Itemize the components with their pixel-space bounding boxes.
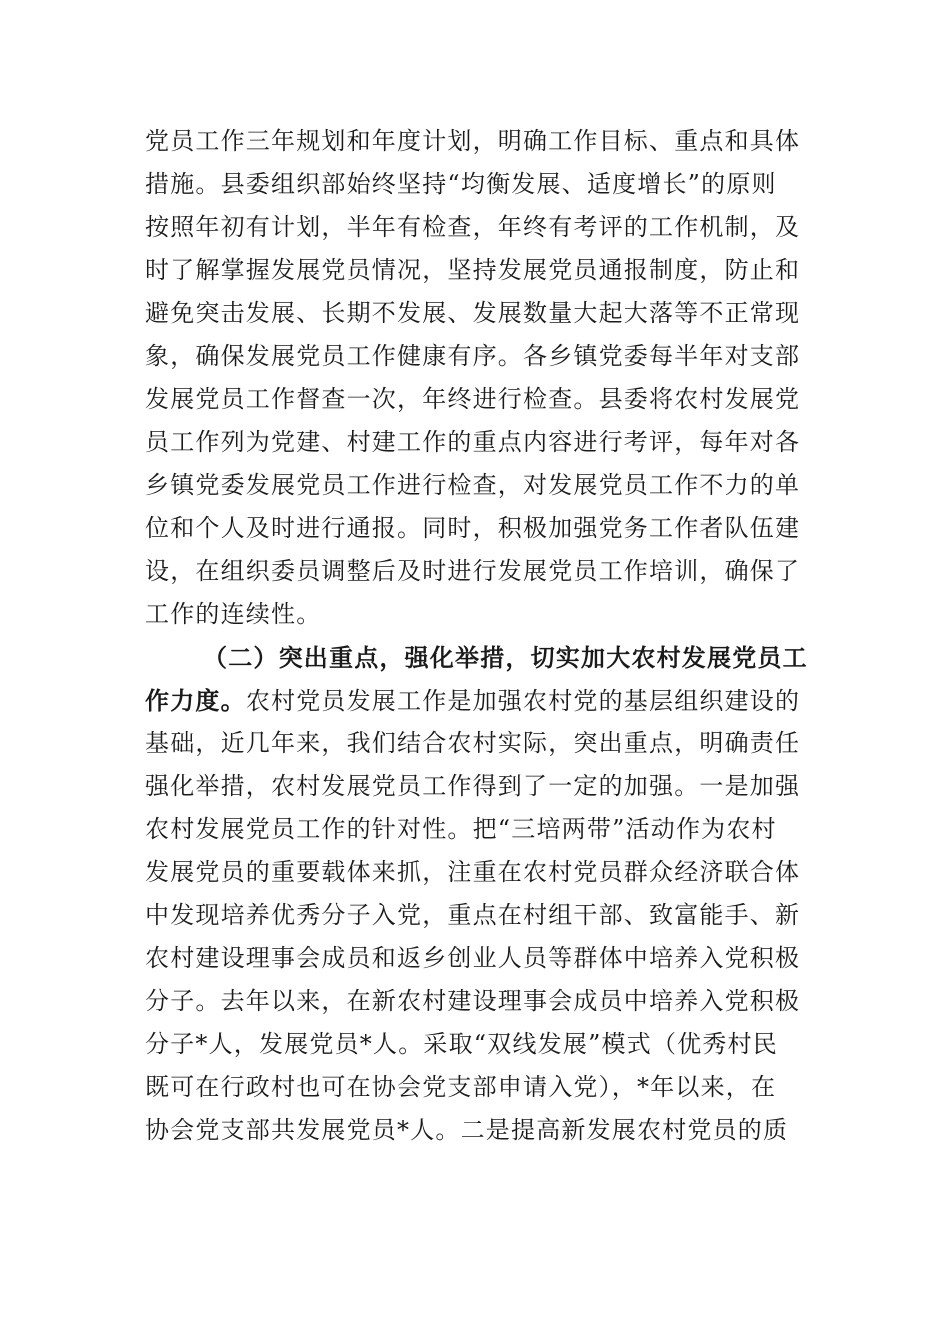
text-line: 工作的连续性。	[145, 600, 322, 628]
text-line: 中发现培养优秀分子入党，重点在村组干部、致富能手、新	[145, 901, 801, 929]
text-line: 农村建设理事会成员和返乡创业人员等群体中培养入党积极	[145, 944, 801, 972]
text-line: 协会党支部共发展党员*人。二是提高新发展农村党员的质	[145, 1116, 789, 1144]
text-line: 措施。县委组织部始终坚持“均衡发展、适度增长”的原则	[145, 170, 777, 198]
paragraph-start: 农村党员发展工作是加强农村党的基层组织建设的	[245, 687, 801, 715]
text-line: 乡镇党委发展党员工作进行检查，对发展党员工作不力的单	[145, 471, 801, 499]
section-heading: （二）突出重点，强化举措，切实加大农村发展党员工	[203, 643, 808, 672]
text-line: 强化举措，农村发展党员工作得到了一定的加强。一是加强	[145, 772, 801, 800]
text-line: 发展党员工作督查一次，年终进行检查。县委将农村发展党	[145, 385, 801, 413]
text-line: 分子。去年以来，在新农村建设理事会成员中培养入党积极	[145, 987, 801, 1015]
text-line: 设，在组织委员调整后及时进行发展党员工作培训，确保了	[145, 557, 801, 585]
section-heading-continued	[145, 679, 810, 722]
text-line: 农村发展党员工作的针对性。把“三培两带”活动作为农村	[145, 815, 777, 843]
text-line: 基础，近几年来，我们结合农村实际，突出重点，明确责任	[145, 729, 801, 757]
text-line: 党员工作三年规划和年度计划，明确工作目标、重点和具体	[145, 127, 801, 155]
document-body	[145, 120, 810, 1152]
text-line: 发展党员的重要载体来抓，注重在农村党员群众经济联合体	[145, 858, 801, 886]
section-heading-tail: 作力度。	[145, 686, 246, 715]
text-line: 时了解掌握发展党员情况，坚持发展党员通报制度，防止和	[145, 256, 801, 284]
text-line: 既可在行政村也可在协会党支部申请入党），*年以来，在	[145, 1073, 777, 1101]
text-line: 员工作列为党建、村建工作的重点内容进行考评，每年对各	[145, 428, 801, 456]
text-line: 按照年初有计划，半年有检查，年终有考评的工作机制，及	[145, 213, 801, 241]
text-line: 避免突击发展、长期不发展、发展数量大起大落等不正常现	[145, 299, 801, 327]
text-line: 分子*人，发展党员*人。采取“双线发展”模式（优秀村民	[145, 1030, 778, 1058]
text-line: 象，确保发展党员工作健康有序。各乡镇党委每半年对支部	[145, 342, 801, 370]
text-line: 位和个人及时进行通报。同时，积极加强党务工作者队伍建	[145, 514, 801, 542]
